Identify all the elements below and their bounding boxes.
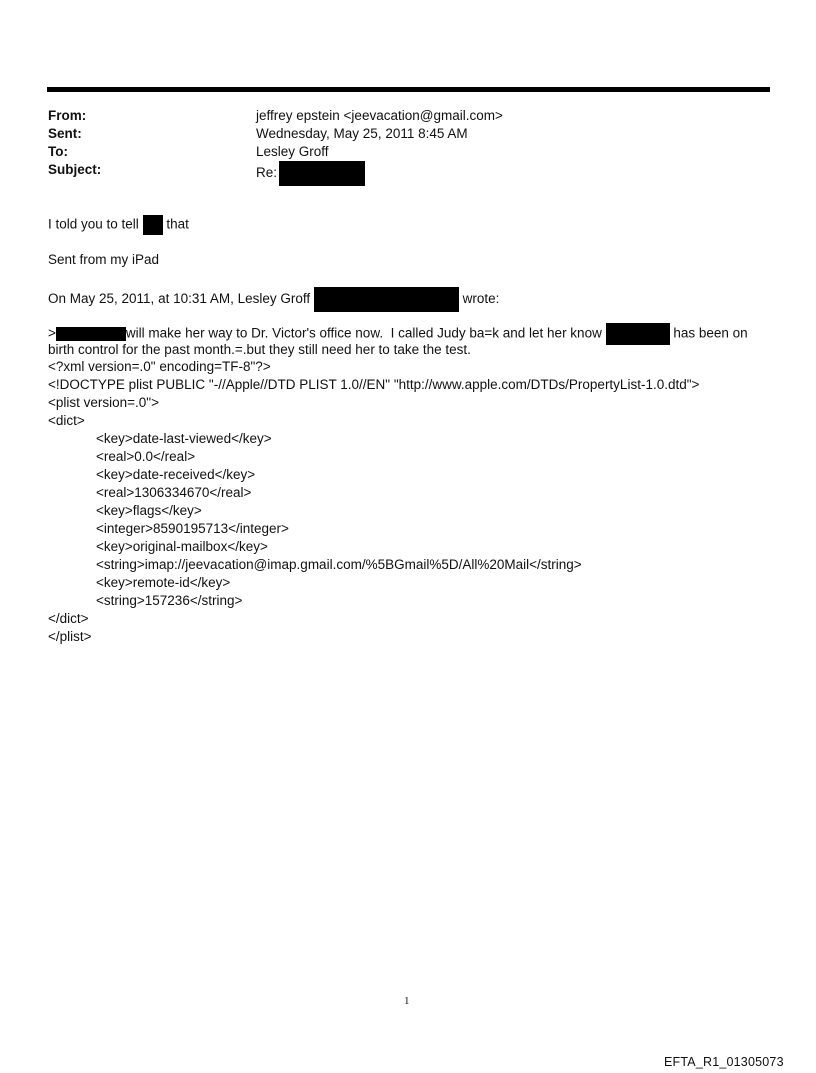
plist-line: <integer>8590195713</integer> xyxy=(96,521,289,536)
plist-line: <string>imap://jeevacation@imap.gmail.com/%5BGmail%5D/All%20Mail</string> xyxy=(96,557,582,572)
subject-prefix: Re: xyxy=(256,165,278,181)
quoted-line-1-middle: will make her way to Dr. Victor's office now. I called Judy ba=k and let her know xyxy=(125,325,606,341)
to-label: To: xyxy=(48,144,68,159)
quote-intro xyxy=(48,287,499,312)
name-redaction-2 xyxy=(56,327,126,341)
page-number: 1 xyxy=(404,995,410,1007)
plist-line: <key>original-mailbox</key> xyxy=(96,539,268,554)
plist-line: </plist> xyxy=(48,629,92,644)
to-value: Lesley Groff xyxy=(256,144,329,159)
sent-from-signature: Sent from my iPad xyxy=(48,252,160,267)
message-line-1-end: that xyxy=(162,216,189,232)
sent-label: Sent: xyxy=(48,126,82,141)
subject-redaction xyxy=(279,161,365,186)
from-label: From: xyxy=(48,108,87,123)
bates-number: EFTA_R1_01305073 xyxy=(664,1055,784,1069)
plist-line: <!DOCTYPE plist PUBLIC "-//Apple//DTD PLIST 1.0//EN" "http://www.apple.com/DTDs/PropertyList-1.0.dtd"> xyxy=(48,377,700,392)
quoted-line-2: birth control for the past month.=.but they still need her to take the test. xyxy=(48,342,471,357)
quote-intro-end: wrote: xyxy=(458,291,500,307)
name-redaction-1 xyxy=(143,215,163,235)
quote-intro-start: On May 25, 2011, at 10:31 AM, Lesley Groff xyxy=(48,291,314,307)
email-redaction xyxy=(314,287,459,312)
plist-line: <key>date-last-viewed</key> xyxy=(96,431,272,446)
subject-label: Subject: xyxy=(48,162,102,177)
plist-line: <plist version=.0"> xyxy=(48,395,159,410)
subject-value xyxy=(256,161,365,186)
quoted-line-1-end: has been on xyxy=(669,325,748,341)
plist-line: </dict> xyxy=(48,611,89,626)
plist-line: <real>0.0</real> xyxy=(96,449,196,464)
header-rule xyxy=(47,87,770,92)
name-redaction-3 xyxy=(606,323,670,345)
plist-line: <key>flags</key> xyxy=(96,503,202,518)
plist-line: <dict> xyxy=(48,413,85,428)
plist-line: <key>remote-id</key> xyxy=(96,575,231,590)
quote-marker: > xyxy=(48,325,56,341)
message-line-1 xyxy=(48,215,189,235)
from-value: jeffrey epstein <jeevacation@gmail.com> xyxy=(256,108,503,123)
sent-value: Wednesday, May 25, 2011 8:45 AM xyxy=(256,126,468,141)
plist-line: <real>1306334670</real> xyxy=(96,485,252,500)
plist-line: <key>date-received</key> xyxy=(96,467,256,482)
plist-line: <string>157236</string> xyxy=(96,593,243,608)
plist-line: <?xml version=.0" encoding=TF-8"?> xyxy=(48,359,271,374)
message-line-1-start: I told you to tell xyxy=(48,216,143,232)
